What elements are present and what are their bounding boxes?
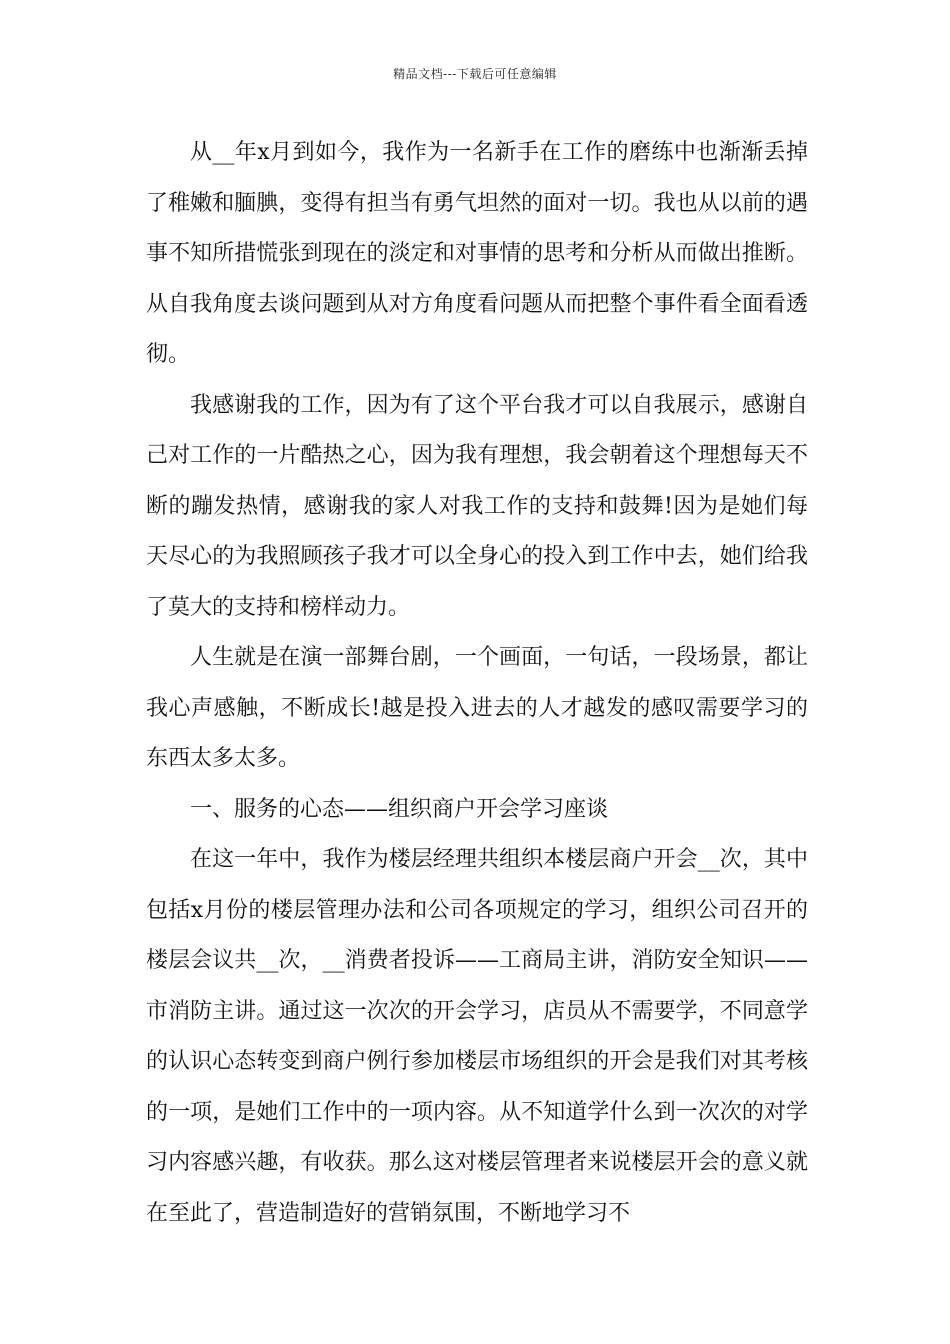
section-heading: 一、服务的心态——组织商户开会学习座谈 [190, 796, 609, 822]
document-body [146, 128, 808, 1239]
paragraph-3: 人生就是在演一部舞台剧，一个画面，一句话，一段场景，都让我心声感触，不断成长!越是投入进去的人才越发的感叹需要学习的东西太多太多。 [146, 645, 808, 771]
paragraph-2: 我感谢我的工作，因为有了这个平台我才可以自我展示，感谢自己对工作的一片酷热之心，因为我有理想，我会朝着这个理想每天不断的蹦发热情，感谢我的家人对我工作的支持和鼓舞!因为是她们每天尽心的为我照顾孩子我才可以全身心的投入到工作中去，她们给我了莫大的支持和榜样动力。 [146, 392, 808, 620]
page-header: 精品文档---下载后可任意编辑 [393, 67, 557, 81]
paragraph-1: 从__年x月到如今，我作为一名新手在工作的磨练中也渐渐丢掉了稚嫩和腼腆，变得有担当有勇气坦然的面对一切。我也从以前的遇事不知所措慌张到现在的淡定和对事情的思考和分析从而做出推断。从自我角度去谈问题到从对方角度看问题从而把整个事件看全面看透彻。 [146, 140, 808, 367]
paragraph-4: 在这一年中，我作为楼层经理共组织本楼层商户开会__次，其中包括x月份的楼层管理办法和公司各项规定的学习，组织公司召开的楼层会议共__次，__消费者投诉——工商局主讲，消防安全知识——市消防主讲。通过这一次次的开会学习，店员从不需要学，不同意学的认识心态转变到商户例行参加楼层市场组织的开会是我们对其考核的一项，是她们工作中的一项内容。从不知道学什么到一次次的对学习内容感兴趣，有收获。那么这对楼层管理者来说楼层开会的意义就在至此了，营造制造好的营销氛围，不断地学习不 [146, 847, 808, 1226]
